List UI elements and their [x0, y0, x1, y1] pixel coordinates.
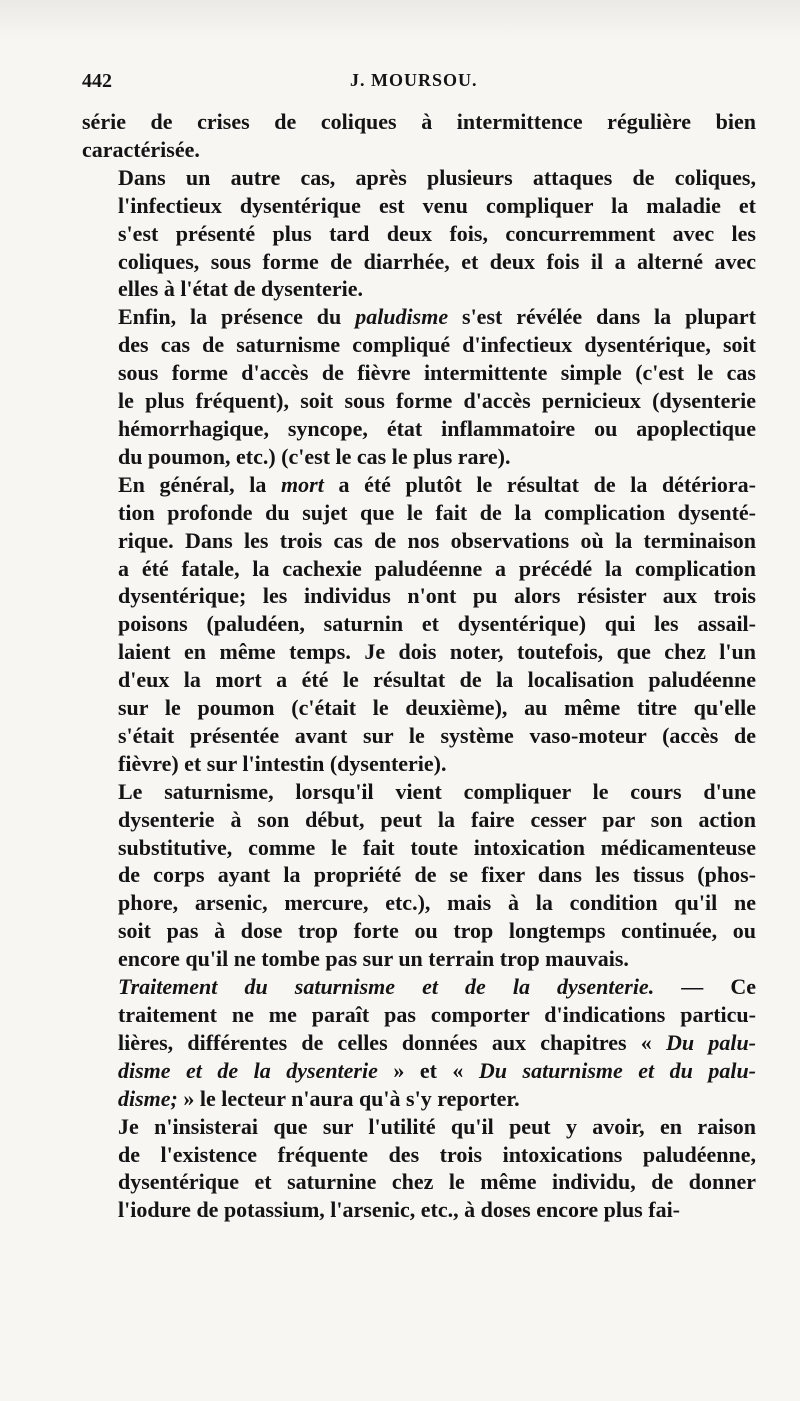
text-run: lières, différentes de celles données aux chapitres «: [118, 1029, 667, 1055]
paragraph: [82, 164, 756, 304]
text-line: [82, 1029, 756, 1057]
italic-run: disme et de la dysenterie: [118, 1057, 378, 1083]
text-line: [82, 1001, 756, 1029]
text-line: [82, 192, 756, 220]
text-line: [82, 1113, 756, 1141]
text-run: d'eux la mort a été le résultat de la localisation paludéenne: [118, 667, 756, 693]
paragraph: [82, 108, 756, 164]
text-line: [82, 471, 756, 499]
text-line: [82, 443, 756, 471]
paragraph: [82, 471, 756, 778]
text-line: [82, 303, 756, 331]
text-run: soit pas à dose trop forte ou trop longtemps continuée, ou: [118, 918, 756, 944]
text-run: s'est révélée dans la plupart: [448, 304, 756, 330]
text-line: [82, 555, 756, 583]
italic-run: Du saturnisme et du palu-: [478, 1057, 756, 1083]
text-line: [82, 1168, 756, 1196]
text-run: caractérisée.: [82, 136, 200, 162]
text-line: [82, 666, 756, 694]
text-run: s'est présenté plus tard deux fois, concurremment avec les: [118, 220, 756, 246]
text-run: a été fatale, la cachexie paludéenne a précédé la complication: [118, 555, 756, 581]
text-run: » et «: [377, 1057, 479, 1083]
text-run: le plus fréquent), soit sous forme d'accès pernicieux (dysenterie: [118, 388, 756, 414]
text-line: [82, 750, 756, 778]
text-line: [82, 806, 756, 834]
text-line: [82, 778, 756, 806]
text-run: fièvre) et sur l'intestin (dysenterie).: [118, 750, 447, 776]
text-run: Dans un autre cas, après plusieurs attaques de coliques,: [118, 164, 756, 190]
text-line: [82, 1057, 756, 1085]
text-line: [82, 861, 756, 889]
text-run: l'infectieux dysentérique est venu compliquer la maladie et: [118, 192, 756, 218]
text-run: tion profonde du sujet que le fait de la complication dysenté-: [118, 499, 756, 525]
text-run: de corps ayant la propriété de se fixer dans les tissus (phos-: [118, 862, 756, 888]
text-line: [82, 220, 756, 248]
text-line: [82, 889, 756, 917]
paragraph: [82, 303, 756, 470]
text-run: l'iodure de potassium, l'arsenic, etc., à doses encore plus fai-: [118, 1197, 681, 1223]
text-run: de l'existence fréquente des trois intoxications paludéenne,: [118, 1141, 756, 1167]
text-line: [82, 387, 756, 415]
text-line: [82, 917, 756, 945]
text-line: [82, 108, 756, 136]
text-line: [82, 1085, 756, 1113]
text-line: [82, 248, 756, 276]
text-line: [82, 945, 756, 973]
italic-run: Traitement du saturnisme et de la dysenterie.: [118, 974, 655, 1000]
text-line: [82, 499, 756, 527]
text-run: dysentérique; les individus n'ont pu alors résister aux trois: [118, 583, 756, 609]
text-line: [82, 973, 756, 1001]
text-run: dysentérique et saturnine chez le même individu, de donner: [118, 1169, 756, 1195]
text-line: [82, 1141, 756, 1169]
text-run: sur le poumon (c'était le deuxième), au même titre qu'elle: [118, 695, 756, 721]
page-number: 442: [82, 70, 112, 92]
paragraph: [82, 973, 756, 1113]
text-run: coliques, sous forme de diarrhée, et deux fois il a alterné avec: [118, 248, 756, 274]
text-run: Enfin, la présence du: [118, 304, 356, 330]
scan-edge-shadow: [0, 0, 800, 40]
text-run: En général, la: [118, 471, 282, 497]
text-run: sous forme d'accès de fièvre intermittente simple (c'est le cas: [118, 360, 756, 386]
text-run: substitutive, comme le fait toute intoxication médicamenteuse: [118, 834, 756, 860]
italic-run: mort: [281, 471, 324, 497]
text-run: — Ce: [654, 974, 756, 1000]
text-line: [82, 331, 756, 359]
italic-run: disme;: [118, 1085, 178, 1111]
running-head: [82, 70, 752, 100]
text-line: [82, 275, 756, 303]
text-line: [82, 415, 756, 443]
paragraph: [82, 1113, 756, 1225]
text-run: elles à l'état de dysenterie.: [118, 276, 363, 302]
body-text: [82, 108, 756, 1224]
text-line: [82, 136, 756, 164]
text-line: [82, 638, 756, 666]
text-run: dysenterie à son début, peut la faire cesser par son action: [118, 806, 756, 832]
text-line: [82, 834, 756, 862]
text-run: phore, arsenic, mercure, etc.), mais à la condition qu'il ne: [118, 890, 756, 916]
text-run: s'était présentée avant sur le système vaso-moteur (accès de: [118, 722, 756, 748]
text-run: du poumon, etc.) (c'est le cas le plus rare).: [118, 443, 511, 469]
italic-run: Du palu-: [666, 1029, 757, 1055]
text-run: Je n'insisterai que sur l'utilité qu'il peut y avoir, en raison: [118, 1113, 756, 1139]
text-line: [82, 722, 756, 750]
text-run: laient en même temps. Je dois noter, toutefois, que chez l'un: [118, 639, 756, 665]
text-run: poisons (paludéen, saturnin et dysentérique) qui les assail-: [118, 611, 756, 637]
text-line: [82, 610, 756, 638]
text-run: Le saturnisme, lorsqu'il vient compliquer le cours d'une: [118, 778, 756, 804]
text-line: [82, 164, 756, 192]
text-run: encore qu'il ne tombe pas sur un terrain trop mauvais.: [118, 946, 629, 972]
text-run: traitement ne me paraît pas comporter d'indications particu-: [118, 1002, 756, 1027]
text-line: [82, 359, 756, 387]
text-line: [82, 1196, 756, 1224]
text-run: rique. Dans les trois cas de nos observations où la terminaison: [118, 527, 756, 553]
text-run: » le lecteur n'aura qu'à s'y reporter.: [177, 1085, 520, 1111]
text-line: [82, 582, 756, 610]
text-run: série de crises de coliques à intermittence régulière bien: [82, 109, 756, 134]
text-line: [82, 694, 756, 722]
italic-run: paludisme: [355, 304, 449, 330]
text-run: des cas de saturnisme compliqué d'infectieux dysentérique, soit: [118, 332, 756, 358]
text-run: a été plutôt le résultat de la détériora-: [323, 471, 757, 497]
text-run: hémorrhagique, syncope, état inflammatoire ou apoplectique: [118, 415, 756, 441]
text-line: [82, 527, 756, 555]
running-title: J. MOURSOU.: [350, 70, 478, 90]
paragraph: [82, 778, 756, 973]
